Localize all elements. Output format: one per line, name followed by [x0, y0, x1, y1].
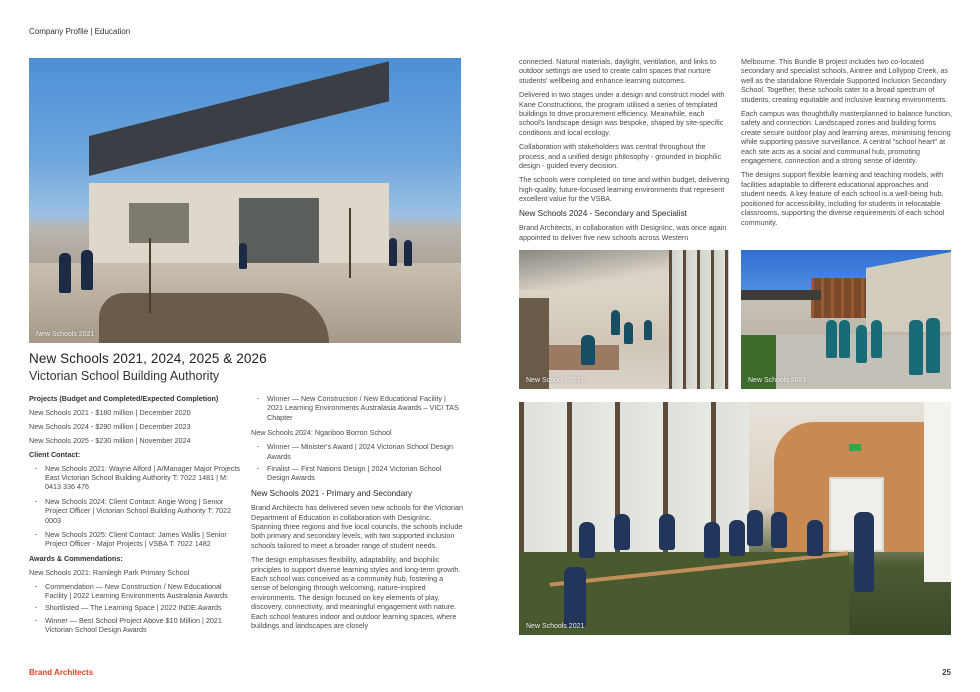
student-figure [624, 322, 633, 344]
body-paragraph: The schools were completed on time and within budget, delivering high-quality, future-focused learning environments that represent excellent value for the VSBA. [519, 175, 730, 204]
building-roof-shape [89, 61, 389, 176]
school-exterior-photo [29, 58, 461, 343]
student-figure [611, 310, 620, 335]
body-paragraph: Brand Architects, in collaboration with DesignInc, was once again appointed to deliver five new schools across Western [519, 223, 727, 242]
client-contact-item: · New Schools 2021: Wayne Alford | A/Manager Major Projects East Victorian School Building Authority T: 7022 1481 | M: 0413 336 476 [29, 464, 241, 492]
body-paragraph: Each campus was thoughtfully masterplanned to balance function, safety and connection. Landscaped zones and building forms create secure outdoor play and learning areas, minimising fencing while supporting passive surveillance. A central "school heart" at each site acts as a social and communal hub, promoting engagement, connection and a strong sense of identity. [741, 109, 952, 166]
photo-caption: New Schools 2021 [526, 377, 585, 384]
student-figure [826, 320, 837, 358]
body-column-d [741, 57, 953, 232]
page-number: 25 [942, 668, 951, 677]
project-line: New Schools 2021 - $180 million | December 2020 [29, 407, 191, 417]
student-figure [564, 567, 586, 627]
award-item: · Winner — Minister's Award | 2024 Victorian School Design Awards [251, 442, 463, 461]
projects-heading: Projects (Budget and Completed/Expected Completion) [29, 394, 219, 403]
student-figure [704, 522, 720, 558]
photo-caption: New Schools 2021 [748, 377, 807, 384]
projects-column [29, 394, 241, 639]
section-heading-2021: New Schools 2021 - Primary and Secondary [251, 488, 413, 498]
student-figure [59, 253, 71, 293]
awards-list [29, 582, 241, 635]
client-contact-heading: Client Contact: [29, 449, 81, 459]
body-paragraph: Melbourne. This Bundle B project includes two co-located secondary and specialist schools, Aintree and Lollypop Creek, as well as the standalone Riverdale Supported Inclusion Secondary School. Together, these schools cater to a broad spectrum of students, creating equitable and inclusive learning environments. [741, 57, 948, 104]
student-figure [404, 240, 412, 266]
client-contact-item: · New Schools 2025: Client Contact: James Wallis | Senior Project Officer - Major Projects | VSBA T: 7022 1482 [29, 530, 241, 549]
photo-caption: New Schools 2021 [36, 331, 95, 338]
client-contact-list [29, 464, 241, 549]
body-paragraph: Collaboration with stakeholders was central throughout the process, and a unified design philosophy - grounded in biophilic design - guided every decision. [519, 142, 722, 171]
project-line: New Schools 2024 - $290 million | December 2023 [29, 421, 191, 431]
award-item: · Winner — Best School Project Above $10 Million | 2021 Victorian School Design Awards [29, 616, 241, 635]
body-paragraph: The design emphasises flexibility, adaptability, and biophilic principles to support diverse learning styles and long-term growth. Each school was conceived as a community hub, fostering a sense of belonging through welcoming, nature-inspired environments. The design focused on key elements of play, discovery, connectivity, and meaningful engagement with nature. Each school features indoor and outdoor learning spaces, where buildings and landscapes are closely [251, 555, 461, 631]
page-title: New Schools 2021, 2024, 2025 & 2026 [29, 351, 267, 366]
student-figure [729, 520, 745, 556]
student-figure [747, 510, 763, 546]
student-figure [644, 320, 652, 340]
student-figure [926, 318, 940, 373]
student-figure [614, 514, 630, 550]
interior-learning-space-photo [519, 250, 729, 389]
student-figure [659, 514, 675, 550]
page-subtitle: Victorian School Building Authority [29, 369, 220, 383]
exit-sign [849, 444, 861, 451]
student-figure [81, 250, 93, 290]
student-figure [909, 320, 923, 375]
client-contact-item: · New Schools 2024: Client Contact: Angie Wong | Senior Project Officer | Victorian School Building Authority T: 7022 0003 [29, 497, 241, 525]
student-figure [807, 520, 823, 556]
awards-group-title: New Schools 2024: Nganboo Borron School [251, 428, 392, 438]
building-window-shape [129, 203, 189, 243]
student-figure [389, 238, 397, 266]
student-figure [239, 243, 247, 269]
building-entry-glass [239, 198, 319, 263]
awards-list [251, 394, 463, 422]
student-figure [854, 512, 874, 592]
student-figure [771, 512, 787, 548]
body-paragraph: The designs support flexible learning and teaching models, with facilities adaptable to different educational approaches and student needs. A key feature of each school is a well-being hub, positioned for accessibility, including for students in relocatable classrooms, supporting the diverse requirements of each school community. [741, 170, 945, 227]
window-wall [669, 250, 729, 389]
student-figure [856, 325, 867, 363]
photo-caption: New Schools 2021 [526, 623, 585, 630]
awards-list [251, 442, 463, 483]
garden-bed [99, 293, 329, 343]
young-tree [149, 238, 151, 313]
page-header-label: Company Profile | Education [29, 27, 131, 36]
body-paragraph: connected. Natural materials, daylight, ventilation, and links to outdoor settings are used to create calm spaces that nurture students' wellbeing and enhance learning outcomes. [519, 57, 716, 85]
timber-panel [519, 298, 549, 389]
young-tree [349, 208, 351, 278]
classroom-tiered-seating-photo [519, 402, 951, 635]
awards-group-title: New Schools 2021: Ramlegh Park Primary School [29, 567, 190, 577]
awards-heading: Awards & Commendations: [29, 553, 123, 563]
student-figure [871, 320, 882, 358]
footer-brand: Brand Architects [29, 668, 94, 677]
section-heading-2024: New Schools 2024 - Secondary and Specialist [519, 208, 687, 218]
student-figure [581, 335, 595, 365]
body-paragraph: Delivered in two stages under a design and construct model with Kane Constructions, the program utilised a series of templated buildings to drive procurement efficiency. Meanwhile, each school's landscape design was bespoke, shaped by site-specific conditions and local ecology. [519, 90, 725, 137]
award-item: · Finalist — First Nations Design | 2024 Victorian School Design Awards [251, 464, 463, 483]
project-line: New Schools 2025 - $230 million | November 2024 [29, 435, 191, 445]
award-item: · Winner — New Construction / New Educational Facility | 2021 Learning Environments Australasia Awards – VIC/ TAS Chapter [251, 394, 463, 422]
awards-continued-column [251, 394, 463, 635]
students-walking-photo [741, 250, 951, 389]
award-item: · Shortlisted — The Learning Space | 2022 INDE.Awards [29, 603, 241, 612]
white-wall [924, 402, 951, 582]
student-figure [579, 522, 595, 558]
student-figure [839, 320, 850, 358]
canopy-roof [741, 290, 821, 300]
award-item: · Commendation — New Construction / New Educational Facility | 2022 Learning Environments Australasia Awards [29, 582, 241, 601]
body-paragraph: Brand Architects has delivered seven new schools for the Victorian Department of Education in collaboration with DesignInc. Spanning three regions and five local councils, the schools include both primary and secondary levels, with two supported inclusion schools tailored to meet a broader range of student needs. [251, 503, 464, 550]
body-column-c [519, 57, 731, 247]
